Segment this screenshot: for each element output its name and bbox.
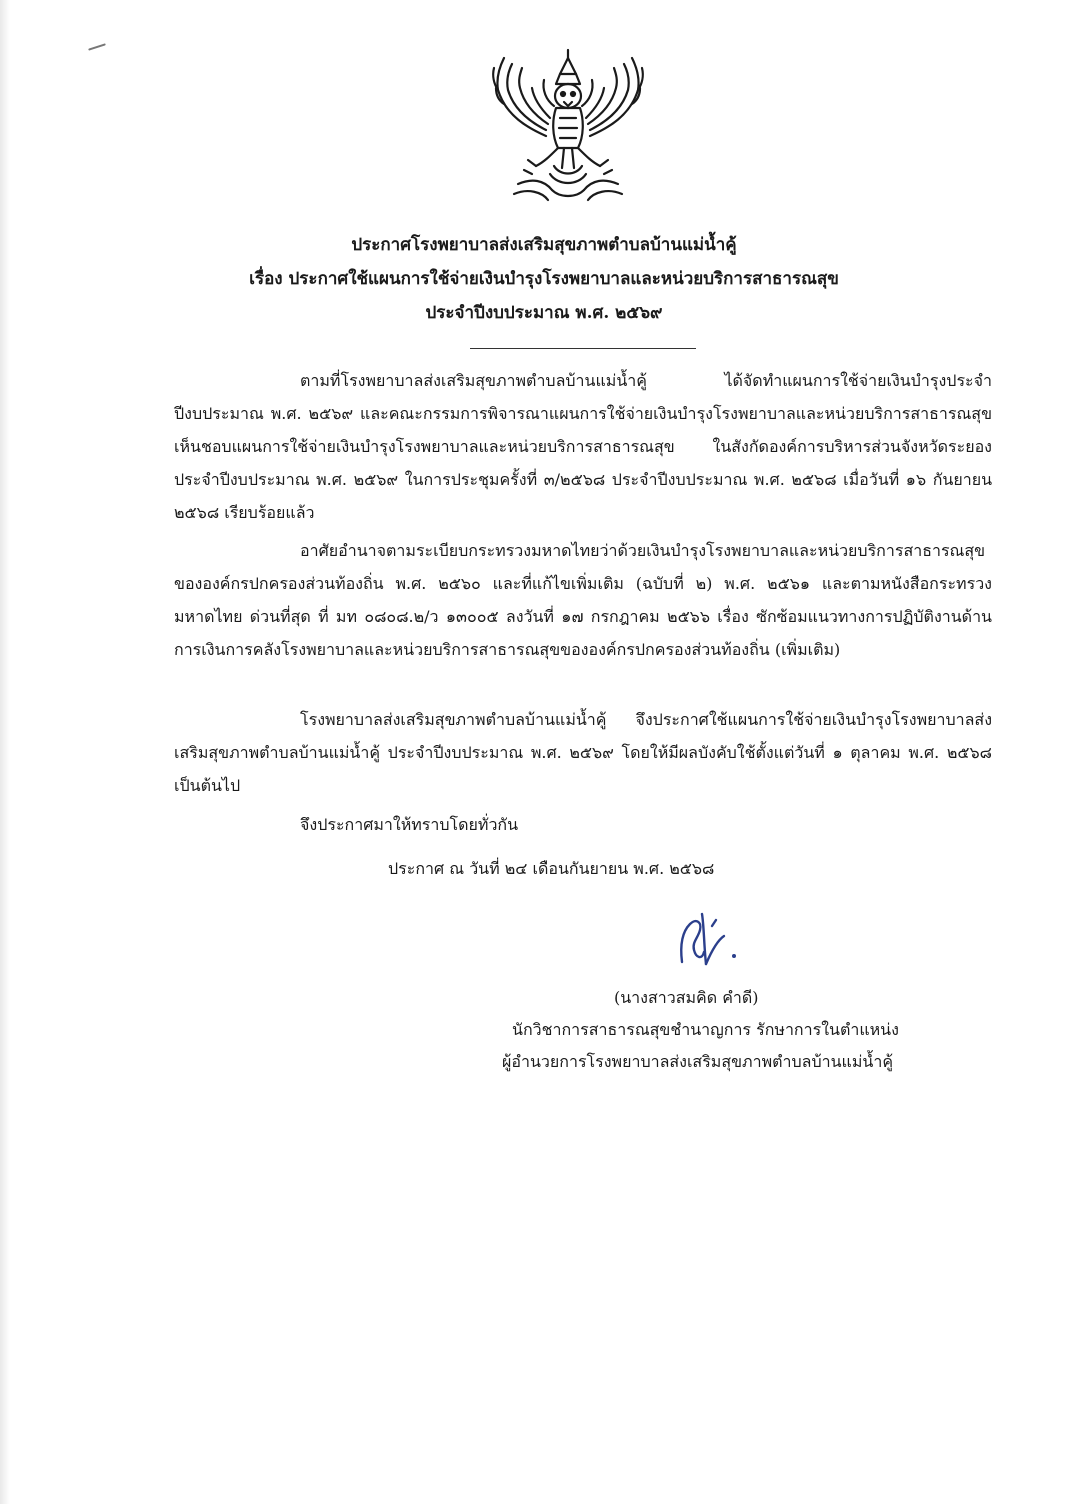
announcement-subject: เรื่อง ประกาศใช้แผนการใช้จ่ายเงินบำรุงโรงพยาบาลและหน่วยบริการสาธารณสุข [249,269,839,289]
header-divider [470,348,696,349]
body-paragraph-3: โรงพยาบาลส่งเสริมสุขภาพตำบลบ้านแม่น้ำคู้ จึงประกาศใช้แผนการใช้จ่ายเงินบำรุงโรงพยาบาลส่งเสริมสุขภาพตำบลบ้านแม่น้ำคู้ ประจำปีงบประมาณ พ.ศ. ๒๕๖๙ โดยให้มีผลบังคับใช้ตั้งแต่วันที่ ๑ ตุลาคม พ.ศ. ๒๕๖๘ เป็นต้นไป [174,710,992,795]
announcement-date: ประกาศ ณ วันที่ ๒๔ เดือนกันยายน พ.ศ. ๒๕๖๘ [388,859,715,878]
signatory-position: นักวิชาการสาธารณสุขชำนาญการ รักษาการในตำแหน่ง [512,1020,899,1039]
garuda-emblem-icon [488,44,648,208]
closing-statement: จึงประกาศมาให้ทราบโดยทั่วกัน [300,815,519,834]
announcement-fiscal-year: ประจำปีงบประมาณ พ.ศ. ๒๕๖๙ [425,303,663,323]
signatory-acting-title: ผู้อำนวยการโรงพยาบาลส่งเสริมสุขภาพตำบลบ้านแม่น้ำคู้ [502,1052,894,1071]
scan-mark [88,43,106,50]
handwritten-signature [672,906,752,972]
body-paragraph-2: อาศัยอำนาจตามระเบียบกระทรวงมหาดไทยว่าด้วยเงินบำรุงโรงพยาบาลและหน่วยบริการสาธารณสุขขององค์กรปกครองส่วนท้องถิ่น พ.ศ. ๒๕๖๐ และที่แก้ไขเพิ่มเติม (ฉบับที่ ๒) พ.ศ. ๒๕๖๑ และตามหนังสือกระทรวงมหาดไทย ด่วนที่สุด ที่ มท ๐๘๐๘.๒/ว ๑๓๐๐๕ ลงวันที่ ๑๗ กรกฎาคม ๒๕๖๖ เรื่อง ซักซ้อมแนวทางการปฏิบัติงานด้านการเงินการคลังโรงพยาบาลและหน่วยบริการสาธารณสุขขององค์กรปกครองส่วนท้องถิ่น (เพิ่มเติม) [174,541,992,659]
page-edge-shadow [0,0,10,1504]
announcement-title: ประกาศโรงพยาบาลส่งเสริมสุขภาพตำบลบ้านแม่น้ำคู้ [351,235,737,255]
signatory-name: (นางสาวสมคิด คำดี) [614,988,759,1007]
body-paragraph-1: ตามที่โรงพยาบาลส่งเสริมสุขภาพตำบลบ้านแม่น้ำคู้ ได้จัดทำแผนการใช้จ่ายเงินบำรุงประจำปีงบประมาณ พ.ศ. ๒๕๖๙ และคณะกรรมการพิจารณาแผนการใช้จ่ายเงินบำรุงโรงพยาบาลและหน่วยบริการสาธารณสุขเห็นชอบแผนการใช้จ่ายเงินบำรุงโรงพยาบาลและหน่วยบริการสาธารณสุข ในสังกัดองค์การบริหารส่วนจังหวัดระยอง ประจำปีงบประมาณ พ.ศ. ๒๕๖๙ ในการประชุมครั้งที่ ๓/๒๕๖๘ ประจำปีงบประมาณ พ.ศ. ๒๕๖๘ เมื่อวันที่ ๑๖ กันยายน ๒๕๖๘ เรียบร้อยแล้ว [174,371,992,522]
